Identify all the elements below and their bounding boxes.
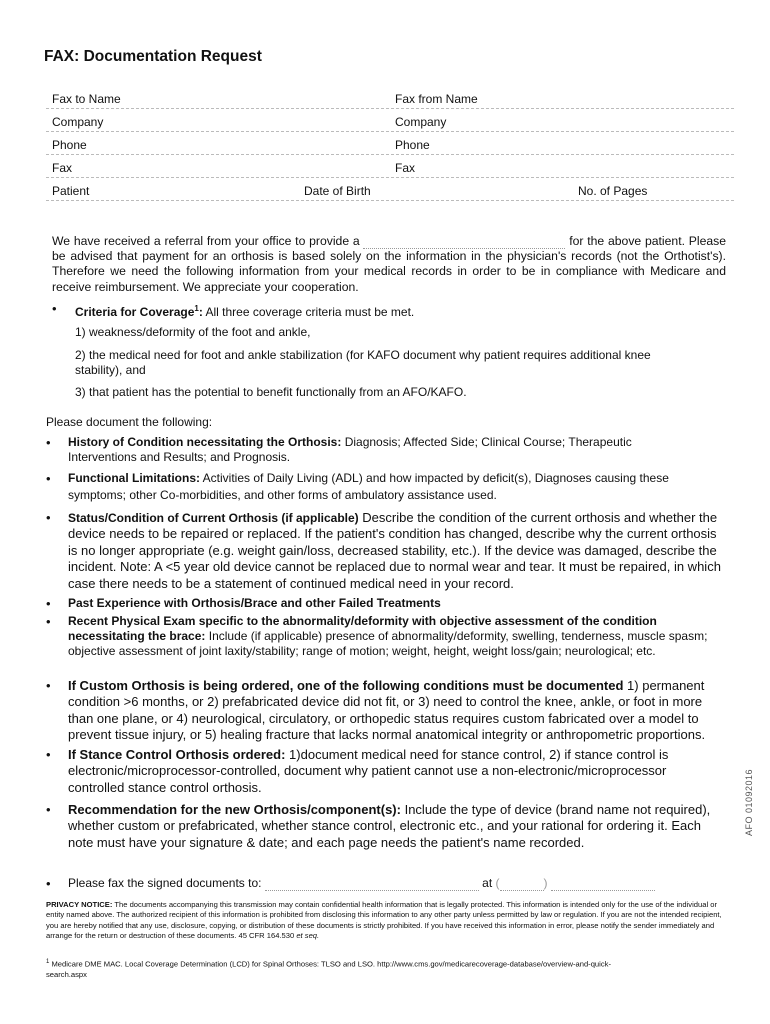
list-item-physical-exam	[46, 614, 718, 659]
fax-to-blank-field[interactable]	[265, 878, 479, 891]
privacy-label: PRIVACY NOTICE:	[46, 900, 113, 909]
list-item-custom	[46, 678, 724, 744]
fax-from-name-label: Fax from Name	[395, 92, 478, 106]
recommendation-label: Recommendation for the new Orthosis/component(s):	[68, 802, 401, 817]
fax-label-right: Fax	[395, 161, 416, 175]
fax-number-field[interactable]	[551, 878, 655, 891]
bullet-icon: •	[46, 802, 51, 817]
bullet-icon: •	[46, 510, 51, 525]
list-item-recommendation	[46, 802, 724, 851]
bullet-icon: •	[46, 747, 51, 762]
form-code-label: AFO 01092016	[744, 768, 754, 836]
list-item-past-experience	[46, 596, 718, 611]
please-document-heading: Please document the following:	[46, 415, 213, 429]
physical-exam-label: Recent Physical Exam specific to the abnormality/deformity with objective assessment of the condition necessitating the brace:	[68, 614, 657, 643]
phone-label-left: Phone	[52, 138, 87, 152]
physical-exam-text: Include (if applicable) presence of abnormality/deformity, swelling, tenderness, muscle spasm; objective assessment of joint laxity/stability; range of motion; weight, height, weight loss/gain; neurological; etc.	[68, 629, 708, 658]
patient-label: Patient	[52, 184, 90, 198]
criteria-footnote-ref: 1	[194, 304, 199, 313]
recommendation-text: Include the type of device (brand name not required), whether custom or prefabricated, whether stance control, electronic etc., and your rational for ordering it. Each note must have your signature & date; and each page needs the patient's name recorded.	[68, 802, 711, 850]
criteria-item-2: 2) the medical need for foot and ankle stabilization (for KAFO document why patient requires additional knee stability), and	[75, 348, 651, 377]
intro-paragraph	[52, 234, 726, 295]
header-row-company	[46, 109, 734, 132]
fax-label-left: Fax	[52, 161, 73, 175]
status-label: Status/Condition of Current Orthosis (if applicable)	[68, 511, 359, 525]
area-code-field[interactable]	[500, 878, 544, 891]
fax-signed-line	[46, 876, 728, 891]
history-label: History of Condition necessitating the Orthosis:	[68, 435, 342, 449]
privacy-text: The documents accompanying this transmission may contain confidential health information that is legally protected. This information is intended only for the use of the individual or entity named above. The authorized recipient of this information is prohibited from disclosing this information to any other party unless permitted by law or regulation. If you are not the intended recipient, you are hereby notified that any use, disclosure, copying, or distribution of these documents is strictly prohibited. If you have received this information in error, please notify the sender immediately and arrange for the return or destruction of these documents. 45 CFR 164.530	[46, 900, 722, 941]
privacy-et-seq: et seq.	[296, 931, 320, 941]
bullet-icon: •	[46, 614, 51, 629]
header-row-fax	[46, 155, 734, 178]
custom-text: 1) permanent condition >6 months, or 2) prefabricated device did not fit, or 3) need to control the knee, ankle, or foot in more than one plane, or 4) neurological, circulatory, or orthopedic status requires custom fabricated over a model to prevent tissue injury, or 5) healing fracture that lacks normal anatomical integrity or anthropometric proportions.	[68, 678, 706, 743]
bullet-icon: •	[46, 678, 51, 693]
custom-label: If Custom Orthosis is being ordered, one of the following conditions must be documented	[68, 678, 624, 693]
orthosis-blank-field[interactable]	[363, 236, 565, 249]
history-text: Diagnosis; Affected Side; Clinical Course; Therapeutic Interventions and Results; and Prognosis.	[68, 435, 632, 464]
company-label-right: Company	[395, 115, 447, 129]
area-code-open-paren: (	[495, 876, 500, 890]
criteria-text: All three coverage criteria must be met.	[205, 305, 415, 319]
fax-to-name-label: Fax to Name	[52, 92, 121, 106]
bullet-icon: •	[46, 471, 51, 486]
stance-text: 1)document medical need for stance control, 2) if stance control is electronic/microprocessor-controlled, document why patient cannot use a non-electronic/microprocessor controlled stance control orthosis.	[68, 747, 669, 795]
intro-rest: Please be advised that payment for an orthosis is based solely on the information in the physician's records (not the Orthotist's). Therefore we need the following information from your medical records in order to be in compliance with Medicare and receive reimbursement. We appreciate your cooperation.	[52, 234, 727, 294]
functional-text: Activities of Daily Living (ADL) and how impacted by deficit(s), Diagnoses causing these symptoms; other Co-morbidities, and other forms of ambulatory assistance used.	[68, 471, 669, 502]
criteria-item	[52, 301, 735, 320]
fax-signed-label: Please fax the signed documents to:	[68, 876, 262, 890]
criteria-item-3: 3) that patient has the potential to benefit functionally from an AFO/KAFO.	[75, 385, 467, 399]
company-label-left: Company	[52, 115, 104, 129]
header-row-phone	[46, 132, 734, 155]
past-experience-label: Past Experience with Orthosis/Brace and other Failed Treatments	[68, 596, 441, 610]
list-item-history	[46, 435, 698, 465]
header-row-name	[46, 86, 734, 109]
criteria-colon: :	[198, 305, 203, 319]
intro-part2: for the above patient.	[569, 234, 685, 248]
criteria-label: Criteria for Coverage	[75, 305, 195, 319]
intro-part1: We have received a referral from your office to provide a	[52, 234, 360, 248]
date-of-birth-label: Date of Birth	[304, 184, 371, 198]
list-item-stance	[46, 747, 713, 796]
functional-label: Functional Limitations:	[68, 471, 200, 485]
bullet-icon: •	[52, 301, 57, 316]
footnote-text: Medicare DME MAC. Local Coverage Determination (LCD) for Spinal Orthoses: TLSO and LSO. http://www.cms.gov/medicarecoverage-database/overview-and-quick-search.aspx	[46, 959, 611, 979]
fax-at-label: at	[482, 876, 493, 890]
area-code-close-paren: )	[543, 876, 548, 890]
header-row-patient	[46, 178, 734, 201]
page-title: FAX: Documentation Request	[44, 48, 262, 65]
bullet-icon: •	[46, 435, 51, 450]
privacy-notice	[46, 900, 726, 942]
footnote-mark: 1	[46, 959, 50, 965]
footnote	[46, 957, 616, 980]
list-item-status	[46, 510, 724, 592]
no-of-pages-label: No. of Pages	[578, 184, 648, 198]
criteria-item-1: 1) weakness/deformity of the foot and ankle,	[75, 325, 311, 339]
list-item-functional	[46, 470, 718, 504]
phone-label-right: Phone	[395, 138, 430, 152]
status-text: Describe the condition of the current orthosis and whether the device needs to be repaired or replaced. If the patient's condition has changed, describe why the current orthosis is no longer appropriate (e.g. weight gain/loss, decreased stability, etc.). If the device was damaged, describe the incident. Note: A <5 year old device cannot be replaced due to normal wear and tear. It must be repaired, in which case there needs to be a statement of continued medical need in your record.	[68, 510, 721, 591]
bullet-icon: •	[46, 596, 51, 611]
bullet-icon: •	[46, 876, 51, 891]
stance-label: If Stance Control Orthosis ordered:	[68, 747, 286, 762]
